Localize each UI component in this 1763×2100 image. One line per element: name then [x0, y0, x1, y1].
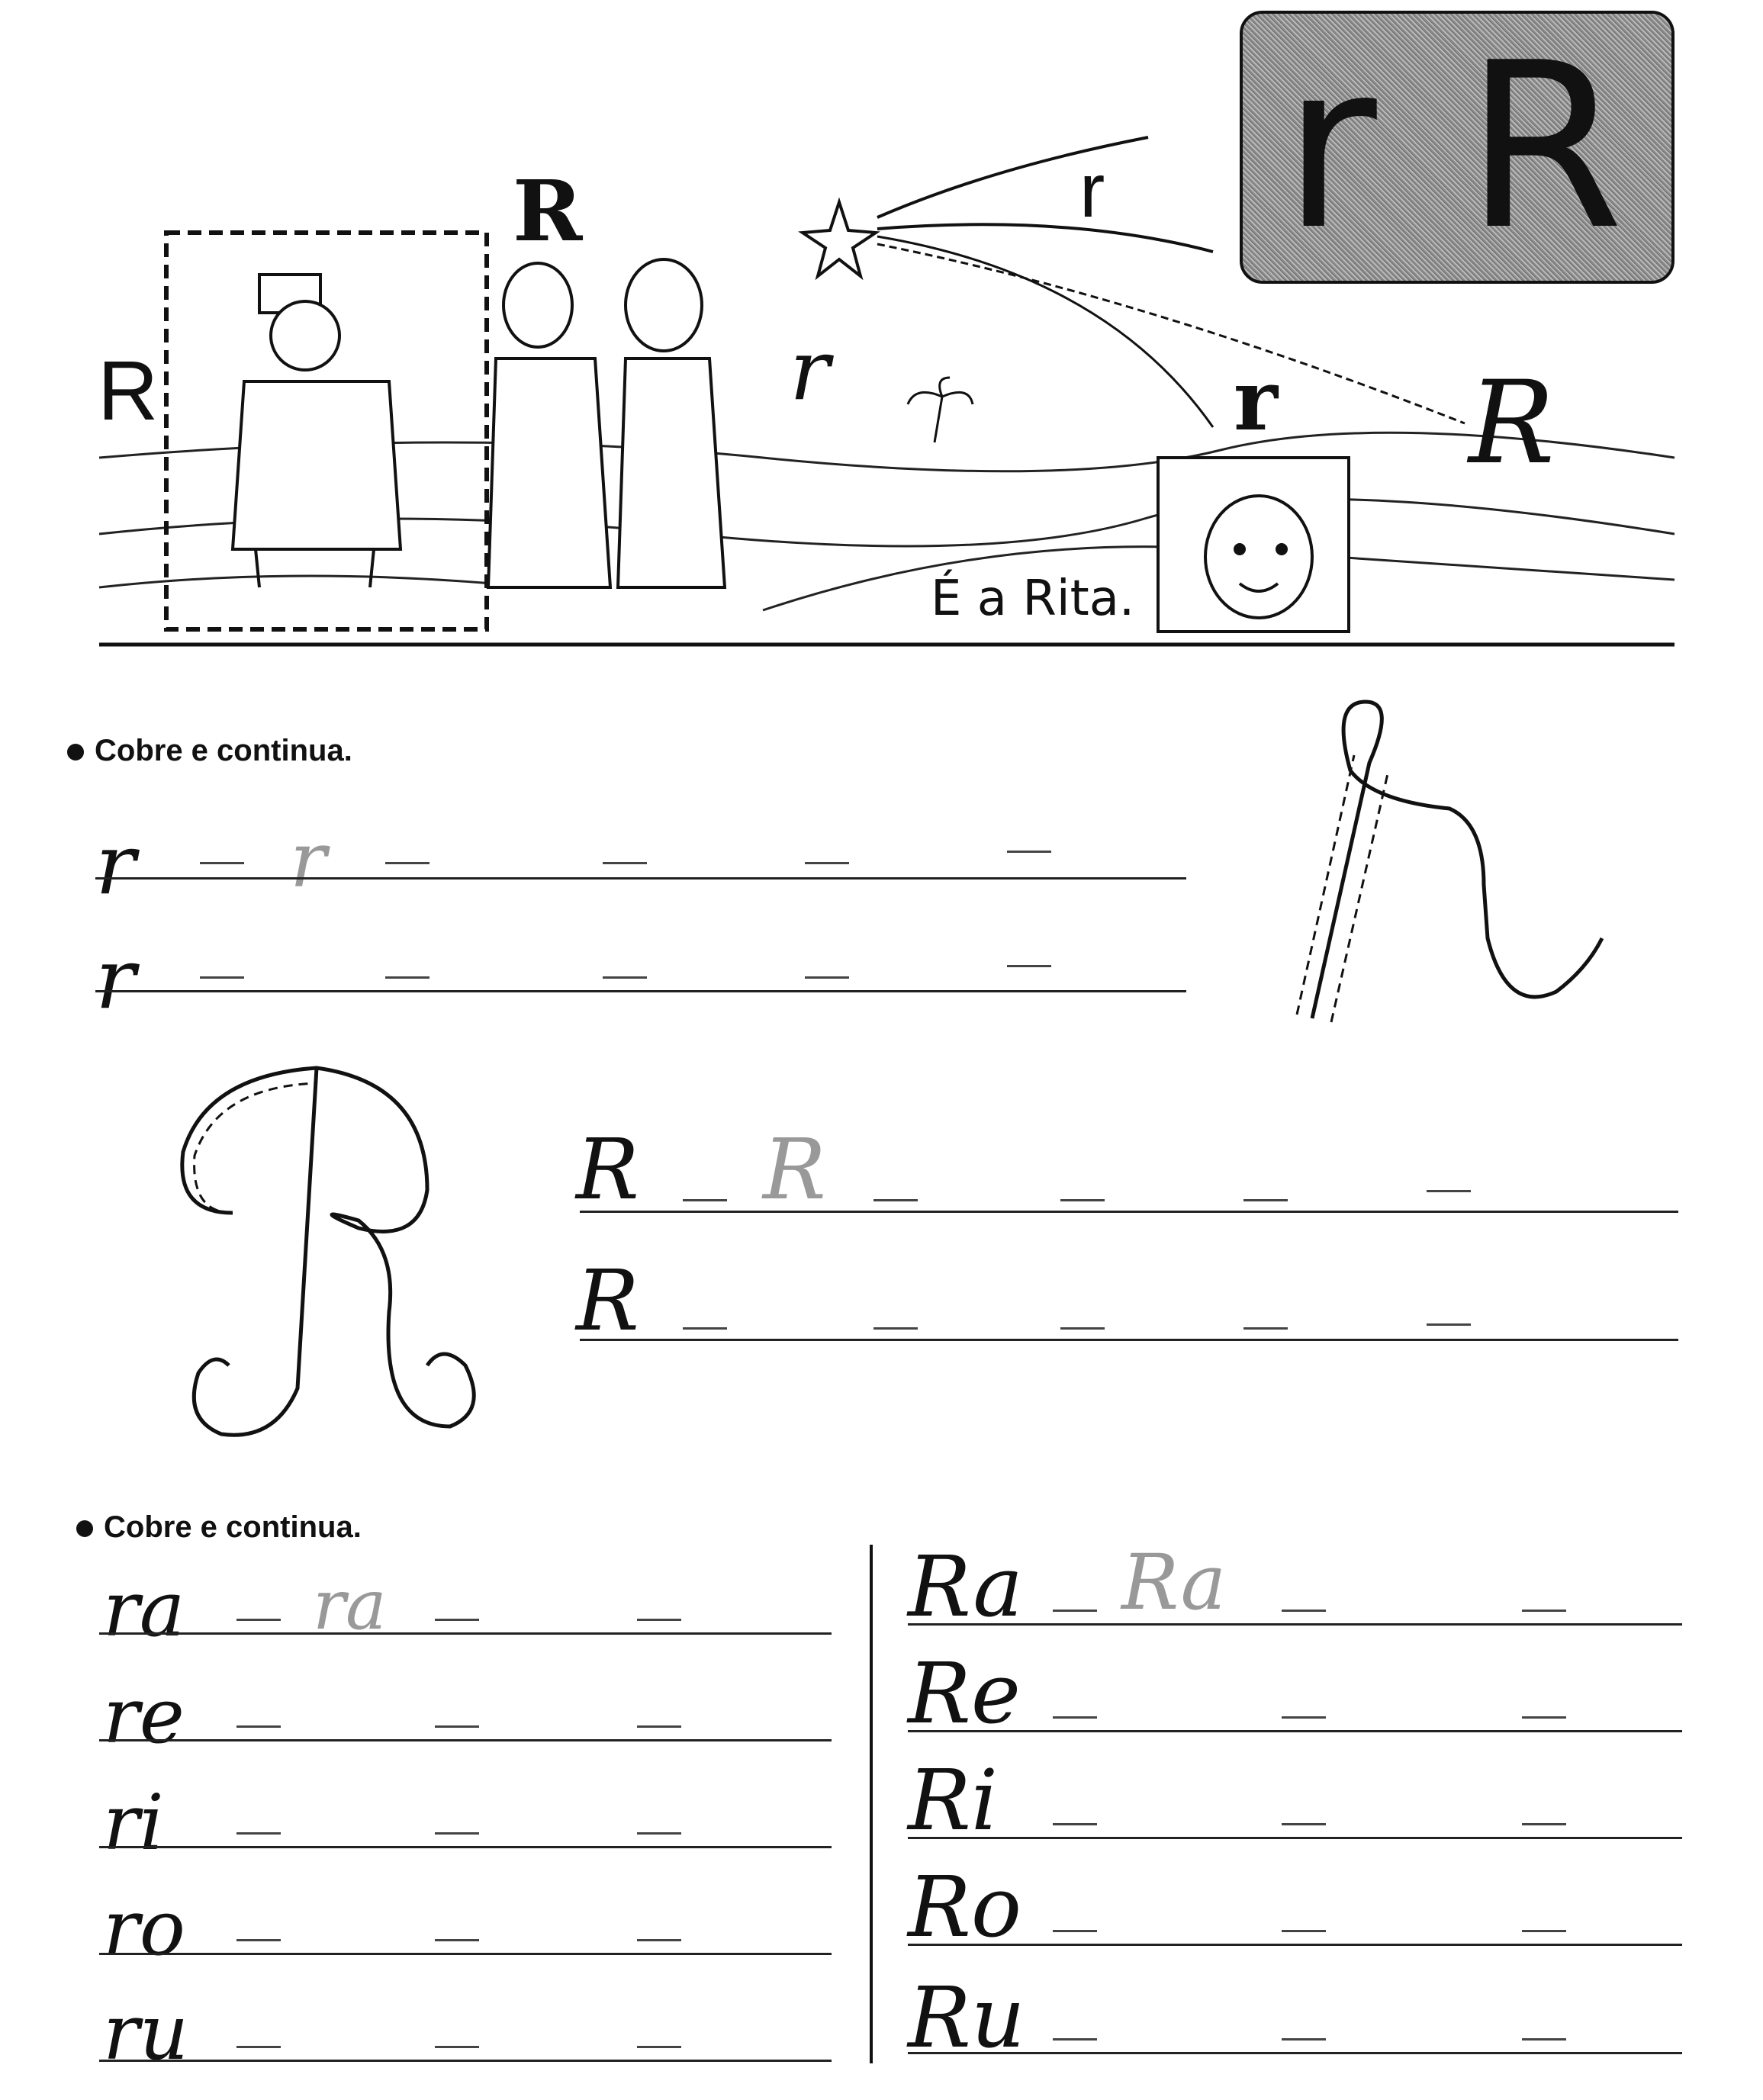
dash — [236, 1832, 281, 1835]
dash — [1427, 1190, 1471, 1192]
syllable-row-ra-model: ra — [103, 1565, 185, 1654]
syllable-row-ra-trace: ra — [313, 1565, 387, 1645]
section1-row2-model: r — [95, 930, 136, 1027]
syllable-row-Ro-model: Ro — [908, 1858, 1022, 1956]
scene-letter-upper-sans: R — [98, 344, 159, 438]
dash — [637, 2046, 681, 2048]
dash — [1053, 2038, 1097, 2041]
scene-letter-lower-serif: r — [1234, 351, 1278, 449]
syllable-row-re-line[interactable] — [99, 1739, 832, 1741]
syllable-row-Ri-line[interactable] — [908, 1837, 1682, 1839]
large-lowercase-r-guide — [1297, 702, 1602, 1022]
dash — [1243, 1327, 1288, 1330]
scene-letter-lower-sans: r — [1079, 148, 1105, 233]
dash — [637, 1725, 681, 1728]
dash — [1282, 1930, 1326, 1932]
dash — [1427, 1323, 1471, 1326]
section2-row1-line[interactable] — [580, 1211, 1678, 1213]
dash — [637, 1619, 681, 1621]
dash — [1243, 1199, 1288, 1201]
dash — [1053, 1823, 1097, 1825]
dash — [435, 1939, 479, 1941]
scene-letter-upper-serif: R — [513, 162, 583, 260]
section3-instruction: Cobre e continua. — [76, 1510, 362, 1545]
syllable-row-Re-line[interactable] — [908, 1730, 1682, 1732]
scene-caption: É a Rita. — [931, 571, 1135, 627]
dash — [873, 1199, 918, 1201]
dash — [683, 1327, 727, 1330]
section1-row1-model: r — [95, 815, 136, 913]
syllable-row-ro-model: ro — [103, 1883, 186, 1973]
large-uppercase-r-guide — [182, 1068, 474, 1435]
scene-letter-upper-script: R — [1469, 357, 1555, 490]
dash — [236, 1939, 281, 1941]
dash — [435, 1619, 479, 1621]
section2-row1-model: R — [576, 1121, 639, 1218]
section2-row1-trace: R — [763, 1121, 826, 1218]
syllable-row-ru-line[interactable] — [99, 2060, 832, 2062]
dash — [1282, 1610, 1326, 1612]
syllable-row-Ra-trace: Ra — [1121, 1538, 1227, 1627]
dash — [1282, 1716, 1326, 1719]
dash — [435, 2046, 479, 2048]
syllable-row-ro-line[interactable] — [99, 1953, 832, 1955]
syllable-row-Ru-model: Ru — [908, 1969, 1025, 2066]
dash — [1282, 1823, 1326, 1825]
dash — [435, 1725, 479, 1728]
dash — [1282, 2038, 1326, 2041]
dash — [1053, 1930, 1097, 1932]
syllable-row-Ro-line[interactable] — [908, 1944, 1682, 1946]
syllable-row-Ri-model: Ri — [908, 1751, 999, 1849]
dash — [1060, 1327, 1105, 1330]
section1-instruction: Cobre e continua. — [67, 734, 352, 768]
section1-row1-trace: r — [290, 815, 327, 905]
badge-letters: r R — [1282, 14, 1632, 280]
section2-row2-line[interactable] — [580, 1339, 1678, 1341]
dash — [1522, 1716, 1566, 1719]
syllable-row-ru-model: ru — [103, 1988, 189, 2077]
dash — [1522, 1823, 1566, 1825]
dash — [1060, 1199, 1105, 1201]
dash — [637, 1939, 681, 1941]
dash — [637, 1832, 681, 1835]
syllable-row-re-model: re — [103, 1671, 185, 1761]
dash — [683, 1199, 727, 1201]
dash — [1522, 1610, 1566, 1612]
syllable-row-ra-line[interactable] — [99, 1632, 832, 1635]
bullet-icon — [76, 1520, 93, 1537]
dash — [873, 1327, 918, 1330]
dash — [1522, 1930, 1566, 1932]
syllable-row-Re-model: Re — [908, 1645, 1021, 1742]
syllable-row-Ra-model: Ra — [908, 1538, 1023, 1635]
dash — [435, 1832, 479, 1835]
syllable-row-Ra-line[interactable] — [908, 1623, 1682, 1626]
syllable-row-Ru-line[interactable] — [908, 2052, 1682, 2054]
column-divider — [870, 1545, 873, 2063]
syllable-row-ri-line[interactable] — [99, 1846, 832, 1848]
dash — [236, 1619, 281, 1621]
syllable-row-ri-model: ri — [103, 1778, 164, 1867]
scene-letter-lower-script: r — [790, 321, 830, 419]
dash — [1522, 2038, 1566, 2041]
section2-row2-model: R — [576, 1252, 639, 1349]
dash — [236, 2046, 281, 2048]
dash — [1053, 1716, 1097, 1719]
dash — [236, 1725, 281, 1728]
dash — [1053, 1610, 1097, 1612]
